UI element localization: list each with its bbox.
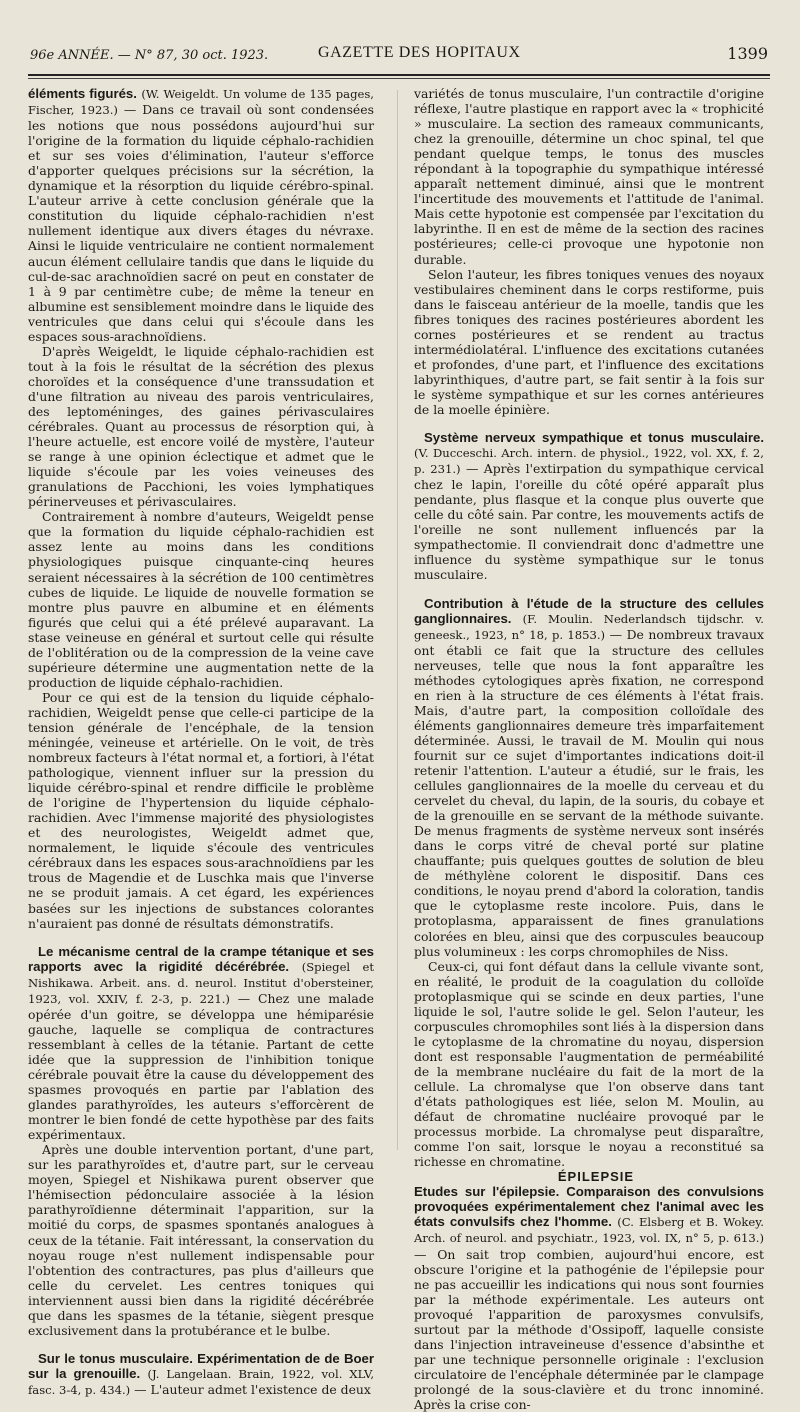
article-heading: Système nerveux sympathique et tonus musculaire. [424,430,764,446]
article-tonus-musculaire [28,1351,374,1398]
header-rule-thin [28,78,770,79]
article-text: — L'auteur admet l'existence de deux [134,1381,371,1397]
article-citation: (J. Langelaan. Brain, 1922, vol. XLV, fasc. 3-4, p. 434.) [28,1366,375,1397]
article-heading: Le mécanisme central de la crampe tétanique et ses rapports avec la rigidité décérébrée. [28,943,374,974]
article-citation: (W. Weigeldt. Un volume de 135 pages, Fischer, 1923.) [28,87,374,118]
article-citation: (V. Ducceschi. Arch. intern. de physiol., 1922, vol. XX, f. 2, p. 231.) [414,446,764,477]
paragraph: Pour ce qui est de la tension du liquide céphalo-rachidien, Weigeldt pense que celle-ci participe de la tension générale de l'encéphale, de la tension méningée, veineuse et artérielle. On le voit, de très nombreux facteurs à l'état normal et, a fortiori, à l'état pathologique, viennent influer sur la pression du liquide cérébro-spinal et rendre difficile le problème de l'origine de l'hypertension du liquide céphalo-rachidien. Avec l'immense majorité des physiologistes et des neurologistes, Weigeldt admet que, normalement, le liquide s'écoule des ventricules cérébraux dans les espaces sous-arachnoïdiens par les trous de Magendie et de Luschka mais que l'inverse ne se produit jamais. A cet égard, les expériences basées sur les injections de substances colorantes n'auraient pas donné de résultats démonstratifs. [28,689,374,931]
article-citation: (C. Elsberg et B. Wokey. Arch. of neurol. and psychiatr., 1923, vol. IX, n° 5, p. 613.) [414,1215,764,1246]
journal-title: GAZETTE DES HOPITAUX [318,44,521,61]
paragraph: Ceux-ci, qui font défaut dans la cellule vivante sont, en réalité, le produit de la coagulation du colloïde protoplasmique qui se scinde en deux parties, l'une liquide le sol, l'autre solide le gel. Selon l'auteur, les corpuscules chromophiles sont liés à la dispersion dans le cytoplasme de la chromatine du noyau, dispersion dont est responsable l'augmentation de perméabilité de la membrane nucléaire du fait de la mort de la cellule. La chromalyse que l'on observe dans tant d'états pathologiques est liée, selon M. Moulin, au défaut de chromatine nucléaire provoqué par le processus morbide. La chromalyse peut disparaître, comme l'on sait, lorsque le noyau a reconstitué sa richesse en chromatine. [414,958,764,1170]
page-number: 1399 [727,44,768,63]
left-column [28,86,375,1397]
article-weigeldt [28,86,374,344]
article-text: — De nombreux travaux ont établi ce fait que la structure des cellules nerveuses, telle que nous la font apparaître les méthodes cytologiques après fixation, ne correspond en rien à la structure de ces éléments à l'état frais. Mais, d'autre part, la composition colloïdale des éléments ganglionnaires demeure très imparfaitement déterminée. Aussi, le travail de M. Moulin qui nous fournit sur ce sujet d'importantes indications doit-il retenir l'attention. L'auteur a étudié, sur le frais, les cellules ganglionnaires de la moelle du cerveau et du cervelet du cheval, du lapin, de la souris, du cobaye et de la grenouille en se servant de la méthode suivante. De menus fragments de système nerveux sont insérés dans le corps vitré de cheval porté sur platine chauffante; puis quelques gouttes de solution de bleu de méthylène colorent le dispositif. Dans ces conditions, le noyau prend d'abord la coloration, tandis que le cytoplasme reste incolore. Puis, dans le protoplasma, apparaissent de fines granulations colorées en bleu, ainsi que des corpuscules beaucoup plus volumineux : les corps chromophiles de Niss. [414,626,764,959]
article-epilepsie [414,1184,764,1412]
article-heading: Etudes sur l'épilepsie. Comparaison des convulsions provoquées expérimentalement chez l'animal avec les états convulsifs chez l'homme. [414,1184,764,1230]
article-citation: (F. Moulin. Nederlandsch tijdschr. v. geneesk., 1923, n° 18, p. 1853.) [414,611,764,642]
issue-info: 96e ANNÉE. — N° 87, 30 oct. 1923. [30,48,269,63]
article-heading: Contribution à l'étude de la structure des cellules ganglionnaires. [414,595,764,626]
article-text: — Après l'extirpation du sympathique cervical chez le lapin, l'oreille du côté opéré apparaît plus pendante, plus flasque et la conque plus ouverte que celle du côté sain. Par contre, les mouvements actifs de l'oreille ne sont nullement influencés par la sympathectomie. Il conviendrait donc d'admettre une influence du système sympathique sur le tonus musculaire. [414,461,764,583]
article-systeme-sympathique [414,430,764,582]
article-heading: Sur le tonus musculaire. Expérimentation de de Boer sur la grenouille. [28,1350,374,1381]
article-citation: (Spiegel et Nishikawa. Arbeit. ans. d. neurol. Institut d'obersteiner, 1923, vol. XXIV, f. 2-3, p. 221.) [28,959,374,1006]
article-text: — Dans ce travail où sont condensées les notions que nous possédons aujourd'hui sur l'origine de la formation du liquide céphalo-rachidien et sur ses voies d'élimination, l'auteur s'efforce d'apporter quelques précisions sur la sécrétion, la dynamique et la résorption du liquide cérébro-spinal. L'auteur arrive à cette conclusion générale que la constitution du liquide céphalo-rachidien n'est nullement identique aux divers étages du névraxe. Ainsi le liquide ventriculaire ne contient normalement aucun élément cellulaire tandis que dans le liquide du cul-de-sac arachnoïdien sacré on peut en constater de 1 à 9 par centimètre cube; de même la teneur en albumine est sensiblement moindre dans le liquide des ventricules que dans celui qui s'écoule dans les espaces sous-arachnoïdiens. [28,102,374,344]
paragraph: variétés de tonus musculaire, l'un contractile d'origine réflexe, l'autre plastique en rapport avec la « trophicité » musculaire. La section des rameaux communicants, chez la grenouille, détermine un choc spinal, tel que pendant quelque temps, le tonus des muscles répondant à la topographie du sympathique intéressé apparaît nettement diminué, ainsi que le montrent l'incertitude des mouvements et l'attitude de l'animal. Mais cette hypotonie est compensée par l'excitation du labyrinthe. Il en est de même de la section des racines postérieures; celle-ci provoque une hypotonie non durable. [414,86,764,267]
column-divider [397,90,398,1150]
article-text: — Chez une malade opérée d'un goitre, se développa une hémiparésie gauche, laquelle se compliqua de contractures ressemblant à celles de la tétanie. Partant de cette idée que la suppression de l'inhibition tonique cérébrale pouvait être la cause du développement des spasmes provoqués en partie par l'ablation des glandes parathyroïdes, les auteurs s'efforcèrent de montrer le bien fondé de cette hypothèse par des faits expérimentaux. [28,990,374,1143]
section-title: ÉPILEPSIE [557,1169,635,1185]
paragraph: Selon l'auteur, les fibres toniques venues des noyaux vestibulaires cheminent dans le corps restiforme, puis dans le faisceau antérieur de la moelle, tandis que les fibres toniques des racines postérieures abordent les cornes postérieures et se rendent au tractus intermédiolatéral. L'influence des excitations cutanées et profondes, d'une part, et l'influence des excitations labyrinthiques, d'autre part, se fait sentir à la fois sur le système sympathique et sur les cornes antérieures de la moelle épinière. [414,266,764,417]
paragraph: Après une double intervention portant, d'une part, sur les parathyroïdes et, d'autre part, sur le cerveau moyen, Spiegel et Nishikawa purent observer que l'hémisection pédonculaire associée à la lésion parathyroïdienne déterminait l'apparition, sur la moitié du corps, de spasmes spontanés analogues à ceux de la tétanie. Fait intéressant, la conservation du noyau rouge n'est nullement indispensable pour l'obtention des contractures, pas plus d'ailleurs que celle du cervelet. Les centres toniques qui interviennent aussi bien dans la rigidité décérébrée que dans les spasmes de la tétanie, siègent presque exclusivement dans la protubérance et le bulbe. [28,1142,374,1338]
paragraph: Contrairement à nombre d'auteurs, Weigeldt pense que la formation du liquide céphalo-rachidien est assez lente au moins dans les conditions physiologiques puisque cinquante-cinq heures seraient nécessaires à la sécrétion de 100 centimètres cubes de liquide. Le liquide de nouvelle formation se montre plus pauvre en albumine et en éléments figurés que celui qui a été prélevé auparavant. La stase veineuse en général et surtout celle qui résulte de l'oblitération ou de la compression de la veine cave supérieure détermine une augmentation nette de la production de liquide céphalo-rachidien. [28,509,374,690]
header-rule [28,74,770,76]
article-crampe-tetanique [28,944,374,1143]
article-cellules-ganglionnaires [414,596,764,959]
article-heading: éléments figurés. [28,86,137,101]
right-column [414,86,764,1412]
article-text: — On sait trop combien, aujourd'hui encore, est obscure l'origine et la pathogénie de l'épilepsie pour ne pas accueillir les indications qui nous sont fournies par la méthode expérimentale. Les auteurs ont provoqué l'apparition de paroxysmes convulsifs, surtout par la méthode d'Ossipoff, laquelle consiste dans l'injection intraveineuse d'essence d'absinthe et par une technique personnelle originale : l'exclusion circulatoire de l'encéphale déterminée par le clampage prolongé de la sous-clavière et du tronc innominé. Après la crise con- [414,1246,764,1412]
paragraph: D'après Weigeldt, le liquide céphalo-rachidien est tout à la fois le résultat de la sécrétion des plexus choroïdes et la conséquence d'une transsudation et d'une filtration au niveau des parois ventriculaires, des leptoméninges, des gaines périvasculaires cérébrales. Quant au processus de résorption qui, à l'heure actuelle, est encore voilé de mystère, l'auteur se range à une opinion éclectique et admet que le liquide s'écoule par les voies veineuses des granulations de Pacchioni, les voies lymphatiques périnerveuses et périvasculaires. [28,343,374,510]
page-header [28,36,770,72]
